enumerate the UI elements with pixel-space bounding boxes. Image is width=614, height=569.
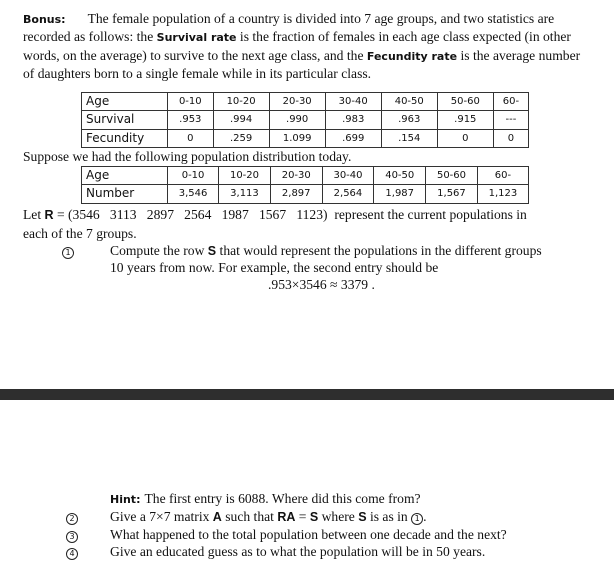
age-col: 40-50 [374, 167, 426, 185]
age-col: 60- [493, 93, 528, 111]
circled-number: 1 [62, 247, 74, 259]
fecundity-term: Fecundity rate [366, 49, 458, 63]
age-col: 20-30 [270, 167, 322, 185]
number-value: 3,546 [168, 185, 219, 203]
fecundity-value: 1.099 [269, 129, 325, 147]
let-prefix: Let [23, 207, 45, 222]
survival-value: --- [493, 111, 528, 129]
age-col: 0-10 [168, 93, 214, 111]
table-row [82, 93, 529, 111]
survival-value: .994 [213, 111, 269, 129]
table-row [82, 167, 529, 185]
question-4-text: Give an educated guess as to what the population will be in 50 years. [110, 544, 486, 559]
section-divider [0, 389, 614, 400]
question-4-number [66, 543, 78, 560]
suppose-text: Suppose we had the following population distribution today. [23, 149, 352, 164]
survival-value: .915 [437, 111, 493, 129]
fecundity-value: .699 [325, 129, 381, 147]
intro-text-3: is the average number of daughters born to a single female while in its particular class. [23, 47, 581, 82]
table-row [82, 129, 529, 147]
number-label: Number [82, 185, 168, 203]
question-1-line-2: 10 years from now. For example, the second entry should be [110, 260, 439, 275]
intro-paragraph [23, 10, 593, 83]
let-r-continuation: each of the 7 groups. [23, 226, 137, 241]
q2-text-a: Give a 7×7 matrix [110, 509, 213, 524]
question-2-text [110, 508, 427, 526]
question-3-number [66, 526, 78, 543]
survival-value: .963 [381, 111, 437, 129]
circled-number: 1 [411, 513, 423, 525]
number-value: 1,987 [374, 185, 426, 203]
intro-text-1: The female population of a country is divided into 7 age groups, and two statistics are recorded as follows: the [23, 11, 555, 45]
age-header: Age [82, 93, 168, 111]
population-table [81, 166, 529, 204]
survival-value: .990 [269, 111, 325, 129]
age-col: 10-20 [213, 93, 269, 111]
var-r: R [44, 208, 54, 222]
let-r-statement [23, 206, 527, 224]
age-col: 30-40 [325, 93, 381, 111]
fecundity-value: 0 [168, 129, 214, 147]
var-s: S [309, 510, 319, 524]
circled-number: 2 [66, 513, 78, 525]
question-1-example: .953×3546 ≈ 3379 . [268, 277, 375, 292]
number-value: 2,897 [270, 185, 322, 203]
age-col: 30-40 [322, 167, 374, 185]
number-value: 1,567 [426, 185, 478, 203]
survival-term: Survival rate [156, 31, 237, 45]
bonus-label: Bonus: [23, 13, 66, 26]
fecundity-value: .154 [381, 129, 437, 147]
q1-text-a: Compute the row [110, 243, 208, 258]
circled-number: 4 [66, 548, 78, 560]
fecundity-value: 0 [437, 129, 493, 147]
let-r-rest: = (3546 3113 2897 2564 1987 1567 1123) represent the current populations in [53, 207, 527, 222]
age-col: 0-10 [168, 167, 219, 185]
q2-text-f: . [423, 509, 427, 524]
age-col: 50-60 [426, 167, 478, 185]
survival-value: .953 [168, 111, 214, 129]
var-s: S [207, 244, 217, 258]
var-ra: RA [277, 510, 296, 524]
rates-table [81, 92, 529, 148]
question-2-number [66, 508, 78, 525]
hint-line [110, 490, 421, 508]
question-1-number [62, 242, 74, 259]
table-row [82, 111, 529, 129]
table-row [82, 185, 529, 203]
age-col: 10-20 [219, 167, 271, 185]
question-3-text: What happened to the total population between one decade and the next? [110, 527, 507, 542]
question-1-line-1 [110, 242, 542, 260]
hint-text: The first entry is 6088. Where did this come from? [144, 491, 421, 506]
number-value: 2,564 [322, 185, 374, 203]
var-a: A [212, 510, 222, 524]
var-s: S [358, 510, 367, 524]
survival-value: .983 [325, 111, 381, 129]
number-value: 1,123 [477, 185, 528, 203]
q1-text-b: that would represent the populations in the different groups [216, 243, 542, 258]
hint-label: Hint: [110, 493, 141, 506]
age-header: Age [82, 167, 168, 185]
age-col: 60- [477, 167, 528, 185]
circled-number: 3 [66, 531, 78, 543]
age-col: 40-50 [381, 93, 437, 111]
age-col: 20-30 [269, 93, 325, 111]
number-value: 3,113 [219, 185, 271, 203]
intro-text-2: is the fraction of females in each age class expected (in other words, on the average) to survive to the next age class, and the [23, 29, 571, 63]
fecundity-value: 0 [493, 129, 528, 147]
age-col: 50-60 [437, 93, 493, 111]
survival-label: Survival [82, 111, 168, 129]
q2-text-d: where [318, 509, 359, 524]
fecundity-value: .259 [213, 129, 269, 147]
q2-text-c: = [295, 509, 310, 524]
q2-text-b: such that [221, 509, 278, 524]
fecundity-label: Fecundity [82, 129, 168, 147]
q2-text-e: is as in [366, 509, 412, 524]
